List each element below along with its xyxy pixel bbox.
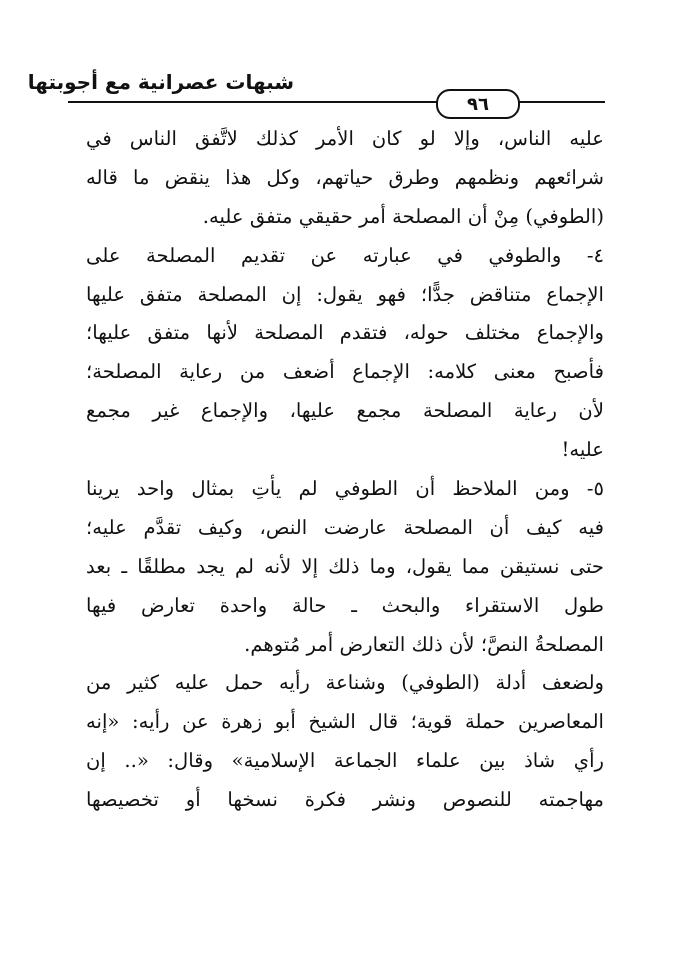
text-line: رأي شاذ بين علماء الجماعة الإسلامية» وقال: «.. إن	[86, 749, 604, 773]
text-line: الإجماع متناقض جدًّا؛ فهو يقول: إن المصلحة متفق عليها	[86, 282, 604, 306]
text-line: (الطوفي) مِنْ أن المصلحة أمر حقيقي متفق عليه.	[202, 204, 604, 228]
text-line: ولضعف أدلة (الطوفي) وشناعة رأيه حمل عليه كثير من	[86, 671, 604, 695]
text-line: فيه كيف أن المصلحة عارضت النص، وكيف تقدَّم عليه؛	[86, 515, 604, 539]
text-line: عليه الناس، وإلا لو كان الأمر كذلك لاتَّفق الناس في	[86, 127, 604, 150]
text-line: حتى نستيقن مما يقول، وما ذلك إلا لأنه لم يجد مطلقًا ـ بعد	[86, 554, 604, 578]
text-line: ٥- ومن الملاحظ أن الطوفي لم يأتِ بمثال واحد يرينا	[86, 477, 604, 501]
text-line: مهاجمته للنصوص ونشر فكرة نسخها أو تخصيصها	[86, 788, 604, 812]
text-line: فأصبح معنى كلامه: الإجماع أضعف من رعاية المصلحة؛	[86, 360, 604, 384]
text-line: ٤- والطوفي في عبارته عن تقديم المصلحة على	[86, 243, 604, 267]
page-number-badge: ٩٦	[436, 89, 520, 119]
text-line: شرائعهم ونظمهم وطرق حياتهم، وكل هذا ينقض ما قاله	[86, 165, 604, 189]
text-line: المعاصرين حملة قوية؛ قال الشيخ أبو زهرة عن رأيه: «إنه	[86, 710, 604, 734]
text-line: لأن رعاية المصلحة مجمع عليها، والإجماع غير مجمع	[86, 399, 604, 423]
text-line: طول الاستقراء والبحث ـ حالة واحدة تعارض فيها	[86, 593, 604, 617]
text-line: عليه!	[561, 438, 604, 462]
running-header-title: شبهات عصرانية مع أجوبتها	[27, 70, 294, 94]
text-line: المصلحةُ النصَّ؛ لأن ذلك التعارض أمر مُتوهم.	[244, 632, 604, 656]
body-text	[86, 120, 604, 820]
header-rule	[68, 101, 605, 103]
text-line: والإجماع مختلف حوله، فتقدم المصلحة لأنها متفق عليها؛	[86, 321, 604, 345]
